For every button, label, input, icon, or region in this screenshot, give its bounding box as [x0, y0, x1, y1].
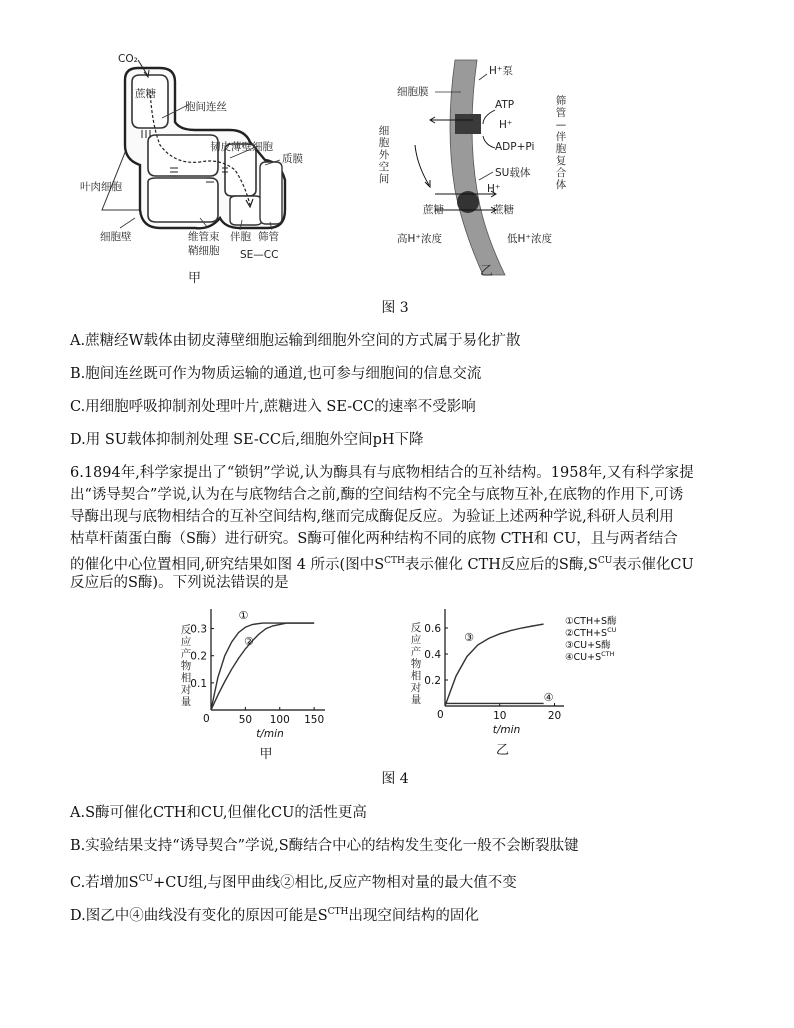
q6-line-5-part-b: 表示催化 CTH反应后的S酶,S — [404, 556, 598, 573]
figure-3-caption: 图 3 — [381, 300, 409, 316]
x-tick-label: 20 — [547, 710, 562, 722]
bundle-sheath-cell-2 — [148, 178, 218, 222]
q5-option-b: B.胞间连丝既可作为物质运输的通道,也可参与细胞间的信息交流 — [70, 366, 482, 382]
q6-stem-line-3: 导酶出现与底物相结合的互补空间结构,继而完成酶促反应。为验证上述两种学说,科研人员利用 — [70, 509, 674, 525]
q5-option-d: D.用 SU载体抑制剂处理 SE-CC后,细胞外空间pH下降 — [70, 432, 424, 448]
y-tick-label: 0.2 — [424, 675, 441, 687]
q6-option-d — [70, 902, 730, 926]
y-tick-label: 0.4 — [424, 649, 441, 661]
bundle-sheath-label-2: 鞘细胞 — [188, 245, 220, 257]
origin-label: 0 — [437, 709, 444, 721]
cell-wall-label: 细胞壁 — [100, 231, 132, 243]
q6-option-d-pre: D.图乙中④曲线没有变化的原因可能是S — [70, 907, 328, 924]
figure-3-yi-diagram — [395, 50, 575, 285]
high-h-label: 高H⁺浓度 — [397, 233, 442, 245]
legend-sup-4: CTH — [601, 650, 615, 658]
x-tick-label: 150 — [304, 714, 325, 726]
sucrose-left-label: 蔗糖 — [423, 204, 444, 216]
h-pump-label: H⁺泵 — [489, 65, 513, 77]
curve-mark-2: ② — [244, 634, 254, 648]
phloem-parenchyma-label: 韧皮薄壁细胞 — [210, 141, 273, 153]
figure-4-caption: 图 4 — [381, 771, 409, 787]
q6-stem-line-2: 出“诱导契合”学说,认为在与底物结合之前,酶的空间结构不完全与底物互补,在底物的作用下,可诱 — [70, 487, 684, 503]
legend-entry-4: $④CU+S^{CTH}$ — [565, 650, 615, 663]
se-cc-label: SE—CC — [240, 249, 279, 261]
q6-option-c-post: +CU组,与图甲曲线②相比,反应产物相对量的最大值不变 — [153, 874, 517, 891]
q6-stem-line-6: 反应后的S酶)。下列说法错误的是 — [70, 575, 289, 591]
curve-mark-1: ① — [238, 609, 249, 623]
figure-3-yi-label: 乙 — [480, 264, 494, 279]
series-line-2 — [211, 623, 314, 710]
series-line-1 — [445, 624, 544, 706]
curve-mark-4: ④ — [543, 690, 554, 704]
q6-option-d-sup: CTH — [327, 907, 349, 917]
q6-option-c — [70, 869, 730, 893]
companion-cell-label: 伴胞 — [230, 231, 251, 243]
q6-stem-line-1: 6.1894年,科学家提出了“锁钥”学说,认为酶具有与底物相结合的互补结构。1958年,又有科学家提 — [70, 465, 694, 481]
q6-line-5-sup-cu: CU — [597, 556, 613, 566]
q6-line-5-part-c: 表示催化CU — [612, 556, 694, 573]
low-h-label: 低H⁺浓度 — [507, 233, 552, 245]
x-tick-label: 100 — [269, 714, 290, 726]
legend-entry-1: ①CTH+S酶 — [565, 616, 617, 627]
h-pump — [455, 114, 481, 134]
figure-4-yi-chart — [425, 600, 640, 760]
sucrose-label: 蔗糖 — [135, 88, 156, 100]
figure-3 — [0, 50, 794, 316]
atp-label: ATP — [495, 99, 515, 111]
q6-option-c-sup: CU — [138, 874, 154, 884]
q6-stem-line-5 — [70, 551, 730, 575]
x-tick-label: 50 — [238, 714, 253, 726]
q6-option-b: B.实验结果支持“诱导契合”学说,S酶结合中心的结构发生变化一般不会断裂肽键 — [70, 838, 579, 854]
legend-entry-3: ③CU+S酶 — [565, 640, 611, 651]
q6-option-c-pre: C.若增加S — [70, 874, 139, 891]
legend-entry-2: $②CTH+S^{CU}$ — [565, 626, 617, 639]
plasma-membrane-label: 质膜 — [282, 153, 303, 165]
q6-line-5-sup-cth: CTH — [384, 556, 405, 566]
origin-label: 0 — [203, 713, 210, 725]
q6-option-d-post: 出现空间结构的固化 — [348, 907, 479, 924]
panel-label: 甲 — [259, 747, 273, 762]
mesophyll-label: 叶肉细胞 — [80, 181, 122, 193]
q6-option-a: A.S酶可催化CTH和CU,但催化CU的活性更高 — [70, 805, 367, 821]
panel-label: 乙 — [495, 743, 510, 758]
q6-line-5-part-a: 的催化中心位置相同,研究结果如图 4 所示(图中S — [70, 556, 385, 573]
mesophyll-cell — [132, 75, 168, 128]
x-axis-label: t/min — [492, 724, 521, 736]
co2-label: CO₂ — [118, 53, 138, 65]
fig4-yi-ylabel: 反应产物相对量 — [410, 622, 422, 706]
fig4-jia-ylabel: 反应产物相对量 — [180, 624, 192, 708]
sieve-tube-cell — [260, 162, 282, 224]
h-ion-label-2: H⁺ — [487, 183, 501, 195]
figure-4 — [0, 600, 794, 795]
series-line-1 — [211, 623, 314, 710]
q5-option-c: C.用细胞呼吸抑制剂处理叶片,蔗糖进入 SE-CC的速率不受影响 — [70, 399, 476, 415]
extracellular-space-label: 细胞外空间 — [378, 125, 390, 185]
adp-label: ADP+Pi — [495, 141, 535, 153]
su-carrier-label: SU载体 — [495, 167, 531, 179]
x-tick-label: 10 — [493, 710, 507, 722]
y-tick-label: 0.1 — [190, 677, 207, 690]
y-tick-label: 0.6 — [424, 623, 441, 635]
q5-option-a: A.蔗糖经W载体由韧皮薄壁细胞运输到细胞外空间的方式属于易化扩散 — [70, 333, 521, 349]
sucrose-right-label: 蔗糖 — [493, 204, 514, 216]
y-tick-label: 0.2 — [190, 650, 207, 663]
q6-stem-line-4: 枯草杆菌蛋白酶（S酶）进行研究。S酶可催化两种结构不同的底物 CTH和 CU，且与两者结合 — [70, 531, 678, 547]
plasmodesmata-label: 胞间连丝 — [185, 101, 227, 113]
figure-4-jia-chart — [190, 600, 335, 762]
curve-mark-3: ③ — [464, 631, 475, 644]
figure-3-jia-label: 甲 — [188, 271, 202, 286]
x-axis-label: t/min — [256, 728, 284, 740]
cell-membrane-label: 细胞膜 — [397, 86, 429, 98]
sieve-tube-label: 筛管 — [258, 231, 279, 243]
figure-3-jia-diagram — [80, 50, 320, 285]
bundle-sheath-label-1: 维管束 — [188, 231, 220, 243]
y-tick-label: 0.3 — [190, 623, 207, 636]
sieve-companion-complex-label: 筛管—伴胞复合体 — [555, 95, 567, 191]
h-ion-label-1: H⁺ — [499, 119, 513, 131]
legend-sup-2: CU — [607, 626, 617, 634]
